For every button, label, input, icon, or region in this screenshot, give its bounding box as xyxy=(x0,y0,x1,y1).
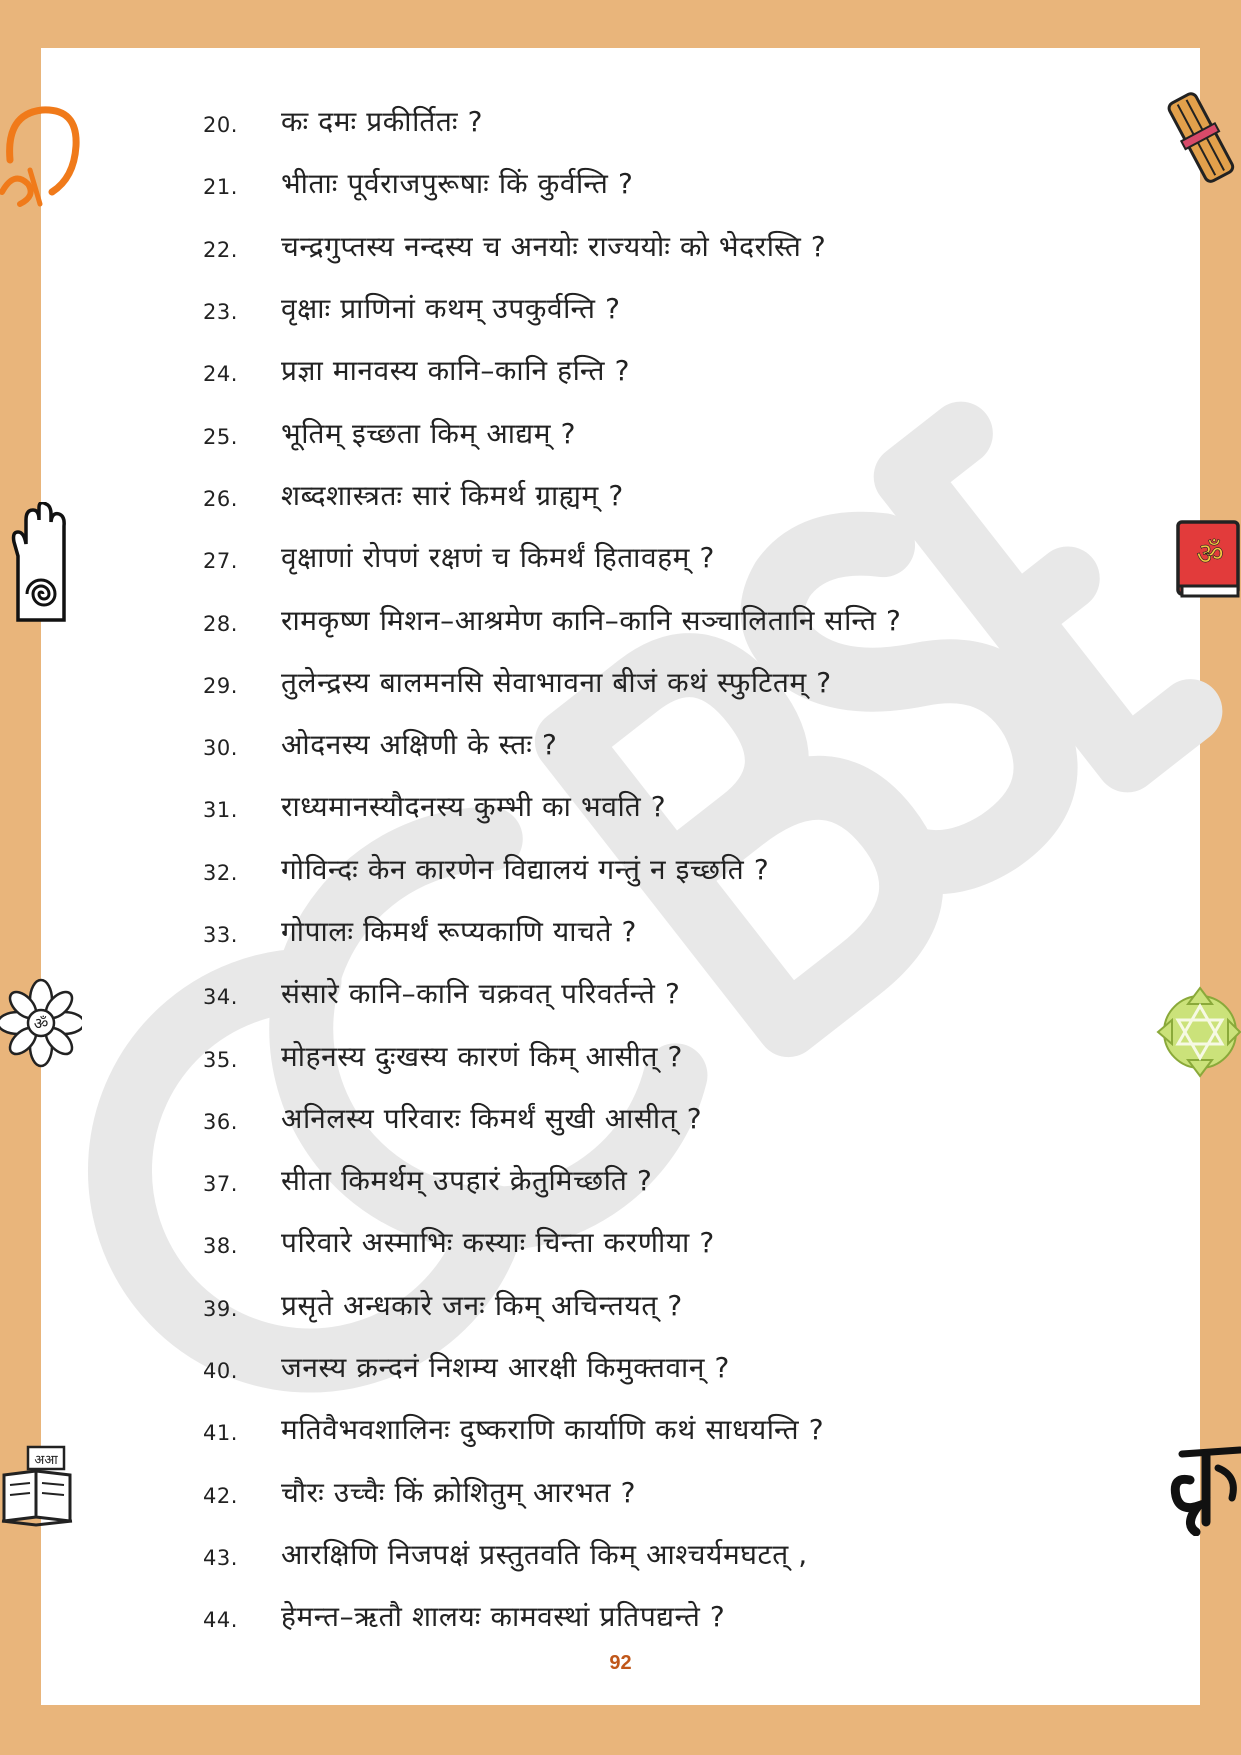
question-number: 28. xyxy=(203,611,238,636)
question-number: 27. xyxy=(203,549,238,574)
question-item xyxy=(203,1336,1103,1398)
question-text: रामकृष्ण मिशन–आश्रमेण कानि–कानि सञ्चालितानि सन्ति ? xyxy=(281,603,902,637)
question-number: 40. xyxy=(203,1359,238,1384)
question-item xyxy=(203,962,1103,1024)
question-number: 34. xyxy=(203,985,238,1010)
question-item xyxy=(203,1024,1103,1086)
shree-calligraphy-icon xyxy=(1166,1440,1241,1536)
question-item xyxy=(203,588,1103,650)
question-text: मतिवैभवशालिनः दुष्कराणि कार्याणि कथं साधयन्ति ? xyxy=(281,1413,825,1447)
question-item xyxy=(203,1585,1103,1647)
question-item xyxy=(203,1211,1103,1273)
question-number: 24. xyxy=(203,362,238,387)
lotus-om-icon xyxy=(0,978,82,1068)
question-number: 38. xyxy=(203,1234,238,1259)
question-text: गोपालः किमर्थं रूप्यकाणि याचते ? xyxy=(281,915,637,948)
question-item xyxy=(203,526,1103,588)
question-text: कः दमः प्रकीर्तितः ? xyxy=(281,105,484,139)
question-text: संसारे कानि–कानि चक्रवत् परिवर्तन्ते ? xyxy=(281,977,681,1011)
question-number: 43. xyxy=(203,1545,238,1570)
question-number: 42. xyxy=(203,1483,238,1508)
question-number: 36. xyxy=(203,1109,238,1134)
chakra-star-icon xyxy=(1152,984,1241,1080)
question-text: चन्द्रगुप्तस्य नन्दस्य च अनयोः राज्ययोः को भेदरस्ति ? xyxy=(281,229,827,263)
question-text: चौरः उच्चैः किं क्रोशितुम् आरभत ? xyxy=(281,1475,637,1509)
question-item xyxy=(203,775,1103,837)
question-number: 32. xyxy=(203,860,238,885)
question-text: सीता किमर्थम् उपहारं क्रेतुमिच्छति ? xyxy=(281,1164,653,1198)
question-item xyxy=(203,152,1103,214)
question-item xyxy=(203,651,1103,713)
question-number: 22. xyxy=(203,237,238,262)
question-text: तुलेन्द्रस्य बालमनसि सेवाभावना बीजं कथं स्फुटितम् ? xyxy=(281,665,832,699)
page-number: 92 xyxy=(609,1652,632,1674)
question-item xyxy=(203,1087,1103,1149)
question-number: 37. xyxy=(203,1172,238,1197)
question-text: मोहनस्य दुःखस्य कारणं किम् आसीत् ? xyxy=(281,1039,683,1073)
question-item xyxy=(203,215,1103,277)
question-item xyxy=(203,1274,1103,1336)
question-number: 20. xyxy=(203,113,238,138)
question-text: हेमन्त–ऋतौ शालयः कामवस्थां प्रतिपद्यन्ते ? xyxy=(281,1600,726,1634)
question-item xyxy=(203,838,1103,900)
question-number: 33. xyxy=(203,923,238,947)
question-list xyxy=(203,90,1103,1647)
question-text: जनस्य क्रन्दनं निशम्य आरक्षी किमुक्तवान् ? xyxy=(281,1351,730,1385)
question-item xyxy=(203,900,1103,962)
question-text: प्रज्ञा मानवस्य कानि–कानि हन्ति ? xyxy=(281,354,631,388)
question-number: 31. xyxy=(203,798,238,823)
question-text: गोविन्दः केन कारणेन विद्यालयं गन्तुं न इच्छति ? xyxy=(281,852,770,886)
question-item xyxy=(203,713,1103,775)
svg-text:ॐ: ॐ xyxy=(33,1014,49,1033)
open-book-icon xyxy=(0,1445,78,1527)
question-text: भीताः पूर्वराजपुरूषाः किं कुर्वन्ति ? xyxy=(281,167,634,201)
question-number: 30. xyxy=(203,736,238,761)
question-item xyxy=(203,464,1103,526)
question-number: 21. xyxy=(203,175,238,200)
question-text: शब्दशास्त्रतः सारं किमर्थ ग्राह्यम् ? xyxy=(281,478,624,512)
question-text: आरक्षिणि निजपक्षं प्रस्तुतवति किम् आश्चर्यमघटत् , xyxy=(281,1537,808,1571)
question-item xyxy=(203,1398,1103,1460)
om-book-icon xyxy=(1172,516,1241,602)
question-number: 39. xyxy=(203,1296,238,1321)
question-number: 44. xyxy=(203,1608,238,1633)
question-item xyxy=(203,1461,1103,1523)
question-text: ओदनस्य अक्षिणी के स्तः ? xyxy=(281,728,558,762)
question-text: वृक्षाणां रोपणं रक्षणं च किमर्थं हितावहम् ? xyxy=(281,541,715,575)
question-text: परिवारे अस्माभिः कस्याः चिन्ता करणीया ? xyxy=(281,1226,715,1260)
question-item xyxy=(203,90,1103,152)
question-text: वृक्षाः प्राणिनां कथम् उपकुर्वन्ति ? xyxy=(281,292,621,326)
question-number: 35. xyxy=(203,1047,238,1072)
question-text: अनिलस्य परिवारः किमर्थं सुखी आसीत् ? xyxy=(281,1101,703,1135)
question-number: 41. xyxy=(203,1421,238,1446)
question-item xyxy=(203,1149,1103,1211)
question-item xyxy=(203,339,1103,401)
question-number: 23. xyxy=(203,300,238,325)
question-text: भूतिम् इच्छता किम् आद्यम् ? xyxy=(281,416,577,450)
question-number: 26. xyxy=(203,486,238,511)
question-number: 25. xyxy=(203,424,238,449)
question-number: 29. xyxy=(203,673,238,698)
question-item xyxy=(203,401,1103,463)
shree-logo-icon xyxy=(0,100,82,210)
question-text: प्रसृते अन्धकारे जनः किम् अचिन्तयत् ? xyxy=(281,1288,683,1322)
question-item xyxy=(203,277,1103,339)
question-item xyxy=(203,1523,1103,1585)
palm-spiral-icon xyxy=(4,502,76,624)
svg-text:ॐ: ॐ xyxy=(1196,537,1224,572)
svg-text:अआ: अआ xyxy=(34,1453,58,1468)
question-text: राध्यमानस्यौदनस्य कुम्भी का भवति ? xyxy=(281,790,667,824)
scroll-bundle-icon xyxy=(1160,90,1241,185)
